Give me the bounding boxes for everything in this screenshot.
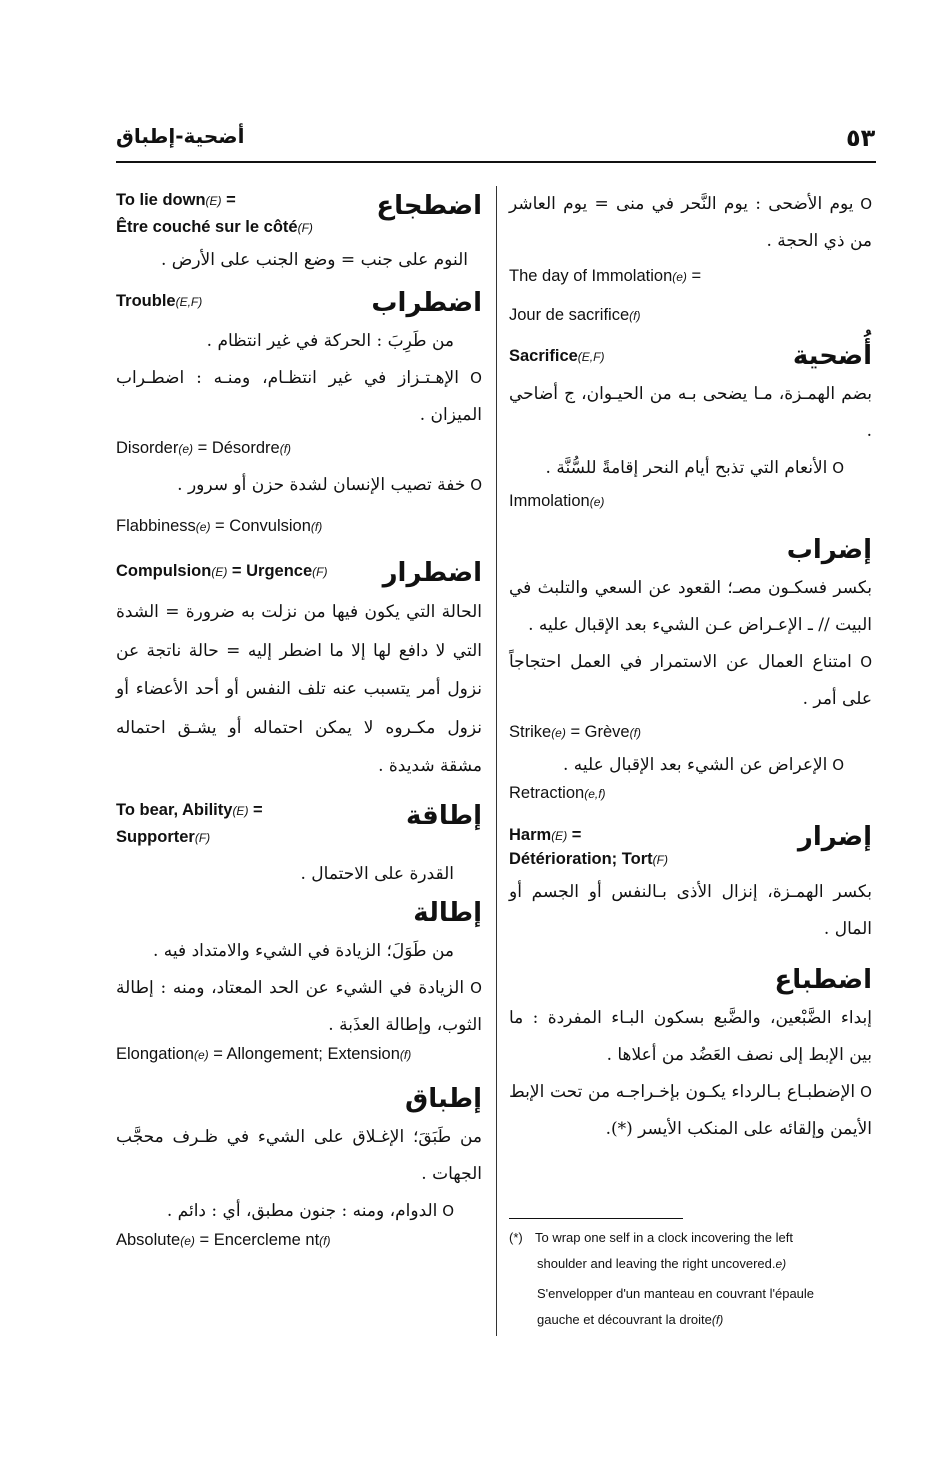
entry-idtiba xyxy=(509,960,872,1148)
headword: اضطرار xyxy=(382,558,482,588)
definition: O امتناع العمال عن الاستمرار في العمل احتجاجاً على أمر . xyxy=(509,652,872,709)
definition: من طَبَقَ؛ الإغـلاق على الشيء في ظـرف محجَّب الجهات . xyxy=(116,1126,482,1184)
entry-udhiya xyxy=(509,336,872,516)
footnote-line: (*) To wrap one self in a clock incovering the left xyxy=(509,1230,793,1245)
entry-yawm-al-adha xyxy=(509,186,872,330)
definition: O الإهـتـزاز في غير انتظـام، ومنـه : اضطـراب الميزان . xyxy=(116,368,482,425)
footnote-line: S'envelopper d'un manteau en couvrant l'épaule xyxy=(537,1286,815,1301)
page-number: ٥٣ xyxy=(846,124,876,152)
definition: من طَوَلَ؛ الزيادة في الشيء والامتداد فيه . xyxy=(153,940,454,961)
translation-fr: Être couché sur le côté(F) xyxy=(116,218,313,236)
definition: الحالة التي يكون فيها من نزلت به ضرورة = الشدة التي لا دافع لها إلا ما اضطر إليه = حالة ناتجة عن نزول أمر يتسبب عنه تلف النفس أو أحد الأعضاء أو نزول مكـروه لا يمكن احتماله أو يشـق احتماله مشقة شديدة . xyxy=(116,602,482,776)
right-column xyxy=(509,186,872,1148)
translations xyxy=(116,186,313,242)
definition: O الزيادة في الشيء عن الحد المعتاد، ومنه : إطالة الثوب، وإطالة العذَبة . xyxy=(116,977,482,1035)
left-column xyxy=(116,186,482,1251)
footnote-rule xyxy=(509,1218,683,1219)
headword: إضرار xyxy=(797,822,872,852)
definition: O يوم الأضحى : يوم النَّحر في منى = يوم العاشر من ذي الحجة . xyxy=(509,194,872,251)
translation-fr: Détérioration; Tort(F) xyxy=(509,850,668,868)
translation: Disorder(e) = Désordre(f) xyxy=(116,439,292,457)
running-header: أضحية-إطباق xyxy=(116,124,245,148)
entry-itaqa xyxy=(116,796,482,893)
definition: بكسر الهمـزة، إنزال الأذى بـالنفس أو الجسم أو المال . xyxy=(509,882,872,939)
definition: إبداء الضَّبْعين، والضَّبع بسكون البـاء المفردة : ما بين الإبط إلى نصف العَضُد من أعلاها . xyxy=(509,1008,872,1065)
headword: إضراب xyxy=(786,535,872,565)
entry-itbaq xyxy=(116,1079,482,1251)
definition: بكسر فسكـون مصـ؛ القعود عن السعي والتلبث في البيت // ـ الإعـراض عـن الشيء بعد الإقبال عليه . xyxy=(509,578,872,635)
translation: Flabbiness(e) = Convulsion(f) xyxy=(116,517,323,535)
translation: Immolation(e) xyxy=(509,492,605,510)
translation-en: To lie down(E) = xyxy=(116,191,236,209)
headword: إطاقة xyxy=(406,800,482,831)
footnote xyxy=(509,1225,869,1333)
footnote-line: shoulder and leaving the right uncovered.e) xyxy=(537,1256,787,1271)
translation: Compulsion(E) = Urgence(F) xyxy=(116,562,328,580)
headword: اضطجاع xyxy=(376,191,482,221)
definition: O الدوام، ومنه : جنون مطبق، أي : دائم . xyxy=(166,1200,454,1221)
header-rule xyxy=(116,161,876,163)
translation: Harm(E) = xyxy=(509,826,582,844)
translation-fr: Supporter(F) xyxy=(116,827,211,846)
entry-idtirab xyxy=(116,283,482,541)
entry-idtirar xyxy=(116,553,482,786)
entry-itala xyxy=(116,893,482,1065)
translation: Strike(e) = Grève(f) xyxy=(509,723,641,741)
translation: Retraction(e,f) xyxy=(509,784,606,802)
entry-idtijaa xyxy=(116,186,482,279)
definition: القدرة على الاحتمال . xyxy=(300,863,454,884)
headword: اضطباع xyxy=(774,965,872,995)
column-divider xyxy=(496,186,497,1336)
definition: بضم الهمـزة، مـا يضحى بـه من الحيـوان، ج أضاحي . xyxy=(509,384,872,441)
translation: Sacrifice(E,F) xyxy=(509,347,605,365)
translation-fr: Jour de sacrifice(f) xyxy=(509,306,641,324)
translation: Elongation(e) = Allongement; Extension(f) xyxy=(116,1044,412,1063)
entry-idrar xyxy=(509,817,872,948)
headword: أُضحية xyxy=(792,341,872,371)
translation-en: The day of Immolation(e) = xyxy=(509,267,702,285)
translation: Absolute(e) = Encercleme nt(f) xyxy=(116,1230,331,1249)
headword: إطالة xyxy=(413,897,482,928)
definition: O الإعراض عن الشيء بعد الإقبال عليه . xyxy=(562,755,844,775)
translation: Trouble(E,F) xyxy=(116,292,203,310)
headword: اضطراب xyxy=(371,288,482,318)
definition: من طَرِبَ : الحركة في غير انتظام . xyxy=(206,331,454,351)
translations xyxy=(116,796,263,852)
definition: O الأنعام التي تذبح أيام النحر إقامةً للسُّنَّة . xyxy=(545,458,844,478)
headword: إطباق xyxy=(404,1083,482,1114)
definition: O الإضطبـاع بـالرداء يكـون بإخـراجـه من تحت الإبط الأيمن وإلقائه على المنكب الأيسر (*). xyxy=(509,1082,872,1139)
definition: النوم على جنب = وضع الجنب على الأرض . xyxy=(160,250,468,270)
definition: O خفة تصيب الإنسان لشدة حزن أو سرور . xyxy=(177,475,482,495)
translation-en: To bear, Ability(E) = xyxy=(116,800,263,819)
footnote-line: gauche et découvrant la droite(f) xyxy=(537,1312,724,1327)
entry-idrab xyxy=(509,530,872,803)
